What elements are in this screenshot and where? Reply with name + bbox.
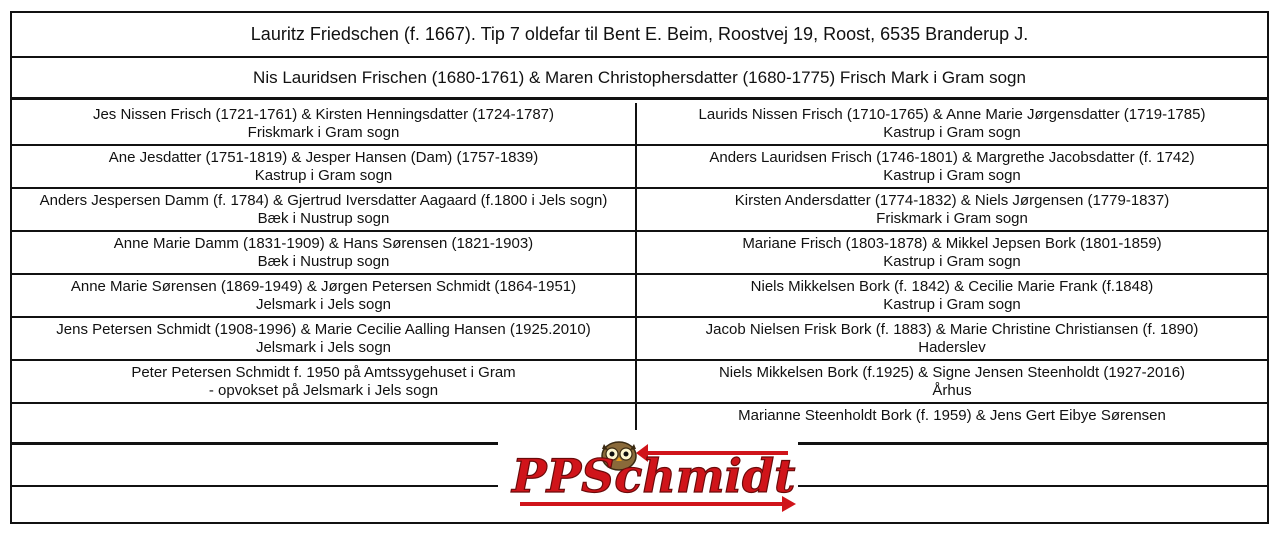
left-lineage-cell: Jens Petersen Schmidt (1908-1996) & Marie Cecilie Aalling Hansen (1925.2010) Jelsmark i Jels sogn [12, 318, 637, 359]
left-lineage-cell: Peter Petersen Schmidt f. 1950 på Amtssygehuset i Gram - opvokset på Jelsmark i Jels sogn [12, 361, 637, 402]
left-lineage-cell: Anne Marie Sørensen (1869-1949) & Jørgen Petersen Schmidt (1864-1951) Jelsmark i Jels sogn [12, 275, 637, 316]
table-row [12, 318, 1267, 361]
table-row [12, 232, 1267, 275]
left-lineage-cell: Jes Nissen Frisch (1721-1761) & Kirsten Henningsdatter (1724-1787) Friskmark i Gram sogn [12, 103, 637, 144]
table-row [12, 189, 1267, 232]
right-lineage-cell: Kirsten Andersdatter (1774-1832) & Niels Jørgensen (1779-1837) Friskmark i Gram sogn [734, 192, 1170, 227]
right-lineage-cell: Jacob Nielsen Frisk Bork (f. 1883) & Marie Christine Christiansen (f. 1890) Haderslev [705, 321, 1199, 356]
logo-text: PPSchmidt [512, 449, 796, 503]
table-row [12, 361, 1267, 404]
page-title: Lauritz Friedschen (f. 1667). Tip 7 oldefar til Bent E. Beim, Roostvej 19, Roost, 6535 Branderup J. [12, 13, 1267, 58]
left-lineage-cell: Anne Marie Damm (1831-1909) & Hans Sørensen (1821-1903) Bæk i Nustrup sogn [12, 232, 637, 273]
right-lineage-cell: Anders Lauridsen Frisch (1746-1801) & Margrethe Jacobsdatter (f. 1742) Kastrup i Gram sogn [709, 149, 1195, 184]
right-lineage-cell: Mariane Frisch (1803-1878) & Mikkel Jepsen Bork (1801-1859) Kastrup i Gram sogn [742, 235, 1162, 270]
right-lineage-cell: Niels Mikkelsen Bork (f. 1842) & Cecilie Marie Frank (f.1848) Kastrup i Gram sogn [750, 278, 1154, 313]
left-lineage-cell: Ane Jesdatter (1751-1819) & Jesper Hansen (Dam) (1757-1839) Kastrup i Gram sogn [12, 146, 637, 187]
table-row [12, 146, 1267, 189]
right-lineage-cell: Marianne Steenholdt Bork (f. 1959) & Jens Gert Eibye Sørensen [738, 407, 1166, 424]
right-lineage-cell: Niels Mikkelsen Bork (f.1925) & Signe Jensen Steenholdt (1927-2016) Århus [718, 364, 1186, 399]
page-subtitle: Nis Lauridsen Frischen (1680-1761) & Maren Christophersdatter (1680-1775) Frisch Mark i Gram sogn [12, 58, 1267, 100]
table-row [12, 275, 1267, 318]
ppschmidt-logo [498, 430, 798, 514]
right-lineage-cell: Laurids Nissen Frisch (1710-1765) & Anne Marie Jørgensdatter (1719-1785) Kastrup i Gram sogn [698, 106, 1206, 141]
table-row [12, 103, 1267, 146]
left-lineage-cell: Anders Jespersen Damm (f. 1784) & Gjertrud Iversdatter Aagaard (f.1800 i Jels sogn) Bæk i Nustrup sogn [12, 189, 637, 230]
logo-graphic [498, 430, 798, 514]
